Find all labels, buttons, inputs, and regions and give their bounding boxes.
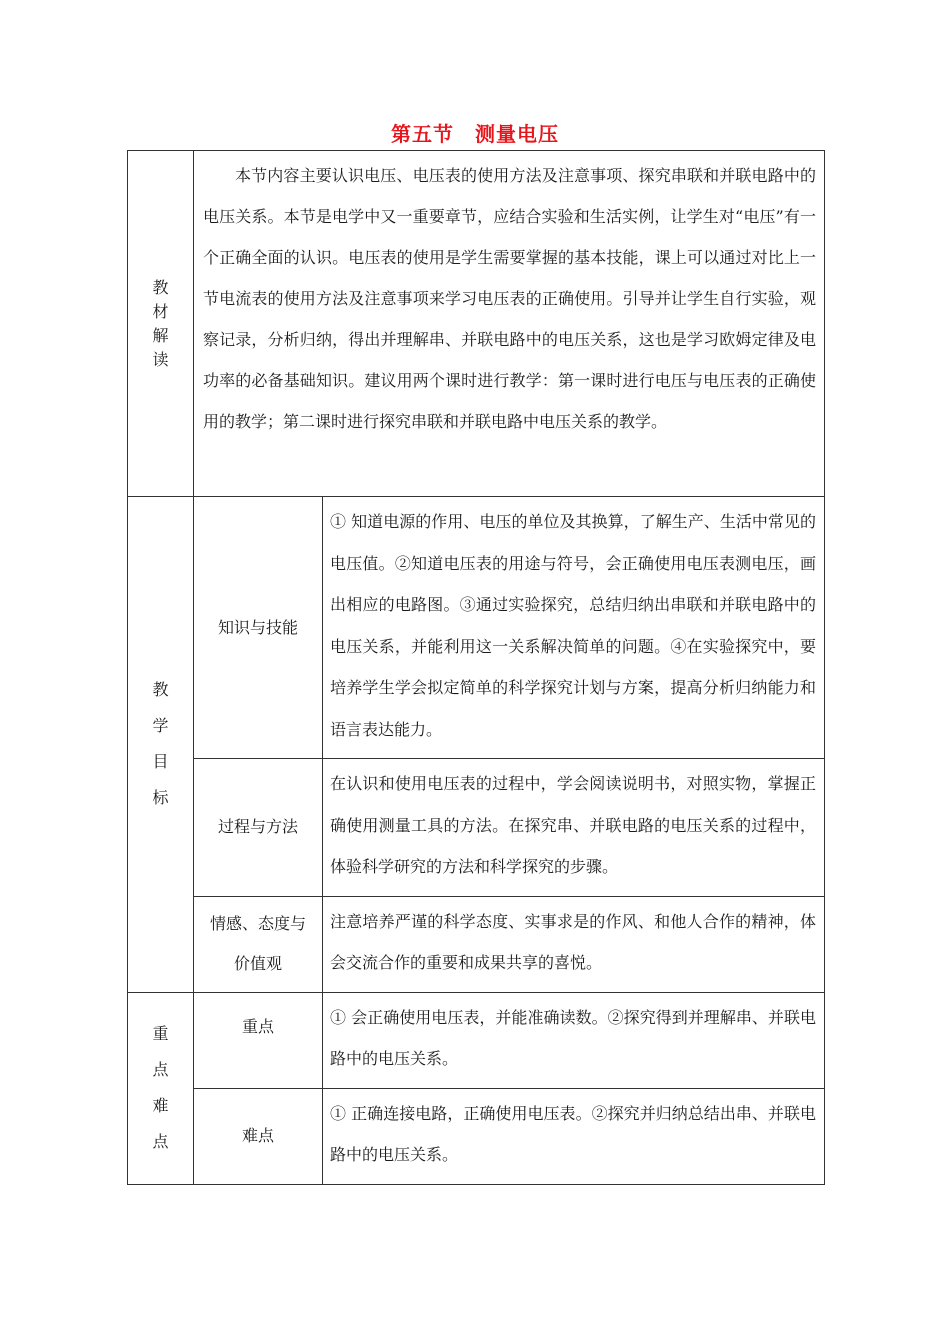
key-content: ① 会正确使用电压表，并能准确读数。②探究得到并理解串、并联电路中的电压关系。	[323, 992, 825, 1088]
page-title: 第五节 测量电压	[391, 122, 559, 146]
process-row	[128, 759, 825, 897]
label-char: 学	[152, 716, 169, 736]
label-char: 难	[152, 1096, 169, 1115]
objectives-label	[128, 497, 194, 993]
difficult-content: ① 正确连接电路，正确使用电压表。②探究并归纳总结出串、并联电路中的电压关系。	[323, 1088, 825, 1184]
emotion-row	[128, 896, 825, 992]
emotion-label	[194, 896, 323, 992]
keypoints-label	[128, 992, 194, 1184]
emotion-content: 注意培养严谨的科学态度、实事求是的作风、和他人合作的精神，体会交流合作的重要和成果共享的喜悦。	[323, 896, 825, 992]
label-char: 重	[152, 1024, 169, 1043]
emotion-label-line: 情感、态度与	[209, 914, 306, 933]
textbook-content: 本节内容主要认识电压、电压表的使用方法及注意事项、探究串联和并联电路中的电压关系。本节是电学中又一重要章节，应结合实验和生活实例，让学生对“电压”有一个正确全面的认识。电压表的使用是学生需要掌握的基本技能，课上可以通过对比上一节电流表的使用方法及注意事项来学习电压表的正确使用。引导并让学生自行实验，观察记录，分析归纳，得出并理解串、并联电路中的电压关系，这也是学习欧姆定律及电功率的必备基础知识。建议用两个课时进行教学：第一课时进行电压与电压表的正确使用的教学；第二课时进行探究串联和并联电路中电压关系的教学。	[194, 151, 825, 497]
lesson-plan-table	[127, 150, 825, 1185]
label-char: 标	[152, 788, 169, 808]
difficult-row	[128, 1088, 825, 1184]
label-char: 读	[152, 349, 169, 369]
process-content: 在认识和使用电压表的过程中，学会阅读说明书，对照实物，掌握正确使用测量工具的方法。在探究串、并联电路的电压关系的过程中，体验科学研究的方法和科学探究的步骤。	[323, 759, 825, 897]
label-char: 材	[152, 301, 169, 321]
difficult-label: 难点	[194, 1088, 323, 1184]
label-char: 教	[152, 680, 169, 700]
textbook-label	[128, 151, 194, 497]
label-char: 教	[152, 277, 169, 297]
key-label: 重点	[194, 992, 323, 1088]
knowledge-row	[128, 497, 825, 759]
label-char: 解	[152, 325, 169, 345]
process-label: 过程与方法	[194, 759, 323, 897]
label-char: 点	[152, 1132, 169, 1151]
label-char: 目	[152, 752, 169, 772]
emotion-label-line: 价值观	[233, 954, 282, 973]
textbook-row	[128, 151, 825, 497]
knowledge-content: ① 知道电源的作用、电压的单位及其换算，了解生产、生活中常见的电压值。②知道电压表的用途与符号，会正确使用电压表测电压，画出相应的电路图。③通过实验探究，总结归纳出串联和并联电路中的电压关系，并能利用这一关系解决简单的问题。④在实验探究中，要培养学生学会拟定简单的科学探究计划与方案，提高分析归纳能力和语言表达能力。	[323, 497, 825, 759]
label-char: 点	[152, 1060, 169, 1079]
key-row	[128, 992, 825, 1088]
knowledge-label: 知识与技能	[194, 497, 323, 759]
